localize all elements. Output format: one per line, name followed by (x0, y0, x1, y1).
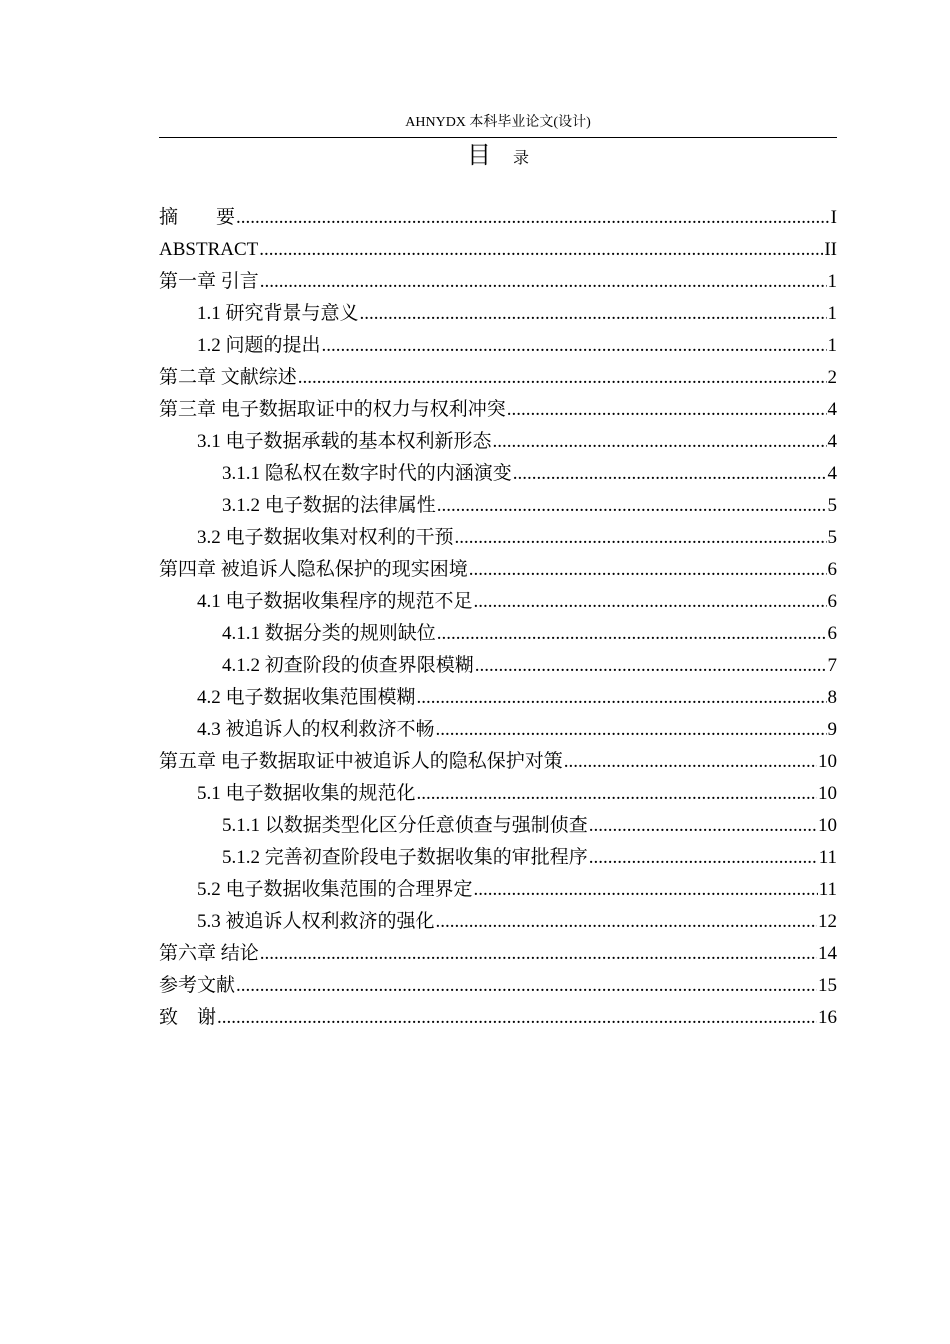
toc-leader-dots (564, 746, 817, 778)
toc-entry-label: 5.3 被追诉人权利救济的强化 (197, 911, 435, 932)
toc-leader-dots (417, 682, 827, 714)
toc-entry-label: 4.1.1 数据分类的规则缺位 (222, 623, 436, 644)
toc-entry-label: 3.1.2 电子数据的法律属性 (222, 495, 436, 516)
toc-entry-label: ABSTRACT (159, 239, 259, 260)
toc-entry[interactable] (159, 842, 837, 874)
toc-entry[interactable] (159, 202, 837, 234)
toc-leader-dots (298, 362, 827, 394)
toc-entry-page-number: 4 (827, 431, 837, 452)
toc-entry[interactable] (159, 266, 837, 298)
toc-leader-dots (322, 330, 827, 362)
toc-leader-dots (475, 650, 827, 682)
toc-entry-label: 5.1.2 完善初查阶段电子数据收集的审批程序 (222, 847, 588, 868)
toc-leader-dots (260, 266, 827, 298)
toc-entry[interactable] (159, 362, 837, 394)
toc-entry-page-number: 14 (818, 943, 837, 964)
toc-entry[interactable] (159, 586, 837, 618)
toc-entry-label: 第五章 电子数据取证中被追诉人的隐私保护对策 (159, 751, 563, 772)
toc-entry-page-number: 11 (818, 879, 837, 900)
toc-leader-dots (589, 842, 818, 874)
toc-entry-label: 参考文献 (159, 975, 236, 996)
toc-entry-page-number: 6 (827, 623, 837, 644)
toc-entry-page-number: 1 (827, 303, 837, 324)
toc-entry-page-number: 12 (818, 911, 837, 932)
toc-entry-page-number: 16 (818, 1007, 837, 1028)
toc-leader-dots (437, 618, 827, 650)
toc-entry[interactable] (159, 778, 837, 810)
toc-entry-label: 第二章 文献综述 (159, 367, 297, 388)
toc-title (159, 140, 837, 174)
toc-entry[interactable] (159, 458, 837, 490)
toc-leader-dots (436, 714, 827, 746)
toc-title-char-2: 录 (512, 150, 529, 167)
toc-entry-page-number: 7 (827, 655, 837, 676)
toc-entry-page-number: 10 (818, 815, 837, 836)
toc-entry-page-number: 15 (818, 975, 837, 996)
toc-entry-page-number: 1 (827, 335, 837, 356)
toc-leader-dots (437, 490, 827, 522)
toc-entry[interactable] (159, 682, 837, 714)
toc-leader-dots (236, 202, 830, 234)
toc-entry-page-number: 6 (827, 559, 837, 580)
toc-leader-dots (260, 938, 817, 970)
toc-leader-dots (217, 1002, 817, 1034)
toc-leader-dots (417, 778, 817, 810)
toc-leader-dots (507, 394, 827, 426)
toc-entry[interactable] (159, 970, 837, 1002)
toc-entry-label: 致 谢 (159, 1007, 217, 1028)
running-header: AHNYDX 本科毕业论文(设计) (405, 115, 591, 130)
toc-title-char-1: 目 (466, 141, 491, 169)
toc-entry-label: 4.3 被追诉人的权利救济不畅 (197, 719, 435, 740)
toc-entry-page-number: 1 (827, 271, 837, 292)
toc-entry[interactable] (159, 490, 837, 522)
toc-entry-label: 3.2 电子数据收集对权利的干预 (197, 527, 454, 548)
toc-leader-dots (436, 906, 817, 938)
toc-leader-dots (236, 970, 817, 1002)
toc-leader-dots (513, 458, 827, 490)
toc-entry-page-number: 4 (827, 399, 837, 420)
toc-leader-dots (589, 810, 817, 842)
toc-entry-label: 4.2 电子数据收集范围模糊 (197, 687, 416, 708)
toc-entry[interactable] (159, 650, 837, 682)
toc-entry-label: 5.1 电子数据收集的规范化 (197, 783, 416, 804)
toc-leader-dots (469, 554, 827, 586)
toc-entry-label: 3.1.1 隐私权在数字时代的内涵演变 (222, 463, 512, 484)
toc-entry-page-number: 9 (827, 719, 837, 740)
toc-leader-dots (493, 426, 827, 458)
toc-entry-page-number: 5 (827, 495, 837, 516)
toc-entry[interactable] (159, 746, 837, 778)
toc-entry[interactable] (159, 874, 837, 906)
toc-entry-page-number: 5 (827, 527, 837, 548)
toc-entry-label: 1.1 研究背景与意义 (197, 303, 359, 324)
toc-entry-label: 第六章 结论 (159, 943, 259, 964)
toc-entry[interactable] (159, 234, 837, 266)
toc-leader-dots (455, 522, 827, 554)
toc-entry[interactable] (159, 330, 837, 362)
toc-entry-label: 1.2 问题的提出 (197, 335, 321, 356)
toc-entry-page-number: 8 (827, 687, 837, 708)
toc-entry-page-number: II (824, 239, 837, 260)
toc-entry-label: 4.1 电子数据收集程序的规范不足 (197, 591, 473, 612)
toc-entry[interactable] (159, 426, 837, 458)
toc-entry-label: 5.2 电子数据收集范围的合理界定 (197, 879, 473, 900)
toc-entry[interactable] (159, 938, 837, 970)
toc-entry[interactable] (159, 522, 837, 554)
toc-entry-page-number: 10 (818, 751, 837, 772)
toc-entry-page-number: 11 (818, 847, 837, 868)
toc-entry[interactable] (159, 298, 837, 330)
toc-entry-label: 4.1.2 初查阶段的侦查界限模糊 (222, 655, 474, 676)
toc-entry[interactable] (159, 810, 837, 842)
toc-leader-dots (474, 874, 818, 906)
toc-entry-label: 第三章 电子数据取证中的权力与权利冲突 (159, 399, 506, 420)
toc-entry[interactable] (159, 906, 837, 938)
toc-leader-dots (360, 298, 827, 330)
toc-leader-dots (259, 234, 823, 266)
toc-entry-page-number: I (830, 207, 837, 228)
toc-entry-label: 第四章 被追诉人隐私保护的现实困境 (159, 559, 468, 580)
header-rule (159, 137, 837, 138)
table-of-contents (159, 202, 837, 1034)
toc-entry[interactable] (159, 1002, 837, 1034)
toc-entry[interactable] (159, 554, 837, 586)
toc-entry[interactable] (159, 394, 837, 426)
toc-entry[interactable] (159, 618, 837, 650)
toc-entry-label: 5.1.1 以数据类型化区分任意侦查与强制侦查 (222, 815, 588, 836)
toc-entry-page-number: 10 (818, 783, 837, 804)
toc-leader-dots (474, 586, 827, 618)
toc-entry-page-number: 4 (827, 463, 837, 484)
toc-entry-page-number: 6 (827, 591, 837, 612)
toc-entry-page-number: 2 (827, 367, 837, 388)
toc-entry-label: 第一章 引言 (159, 271, 259, 292)
toc-entry[interactable] (159, 714, 837, 746)
toc-entry-label: 摘 要 (159, 207, 236, 228)
toc-entry-label: 3.1 电子数据承载的基本权利新形态 (197, 431, 492, 452)
